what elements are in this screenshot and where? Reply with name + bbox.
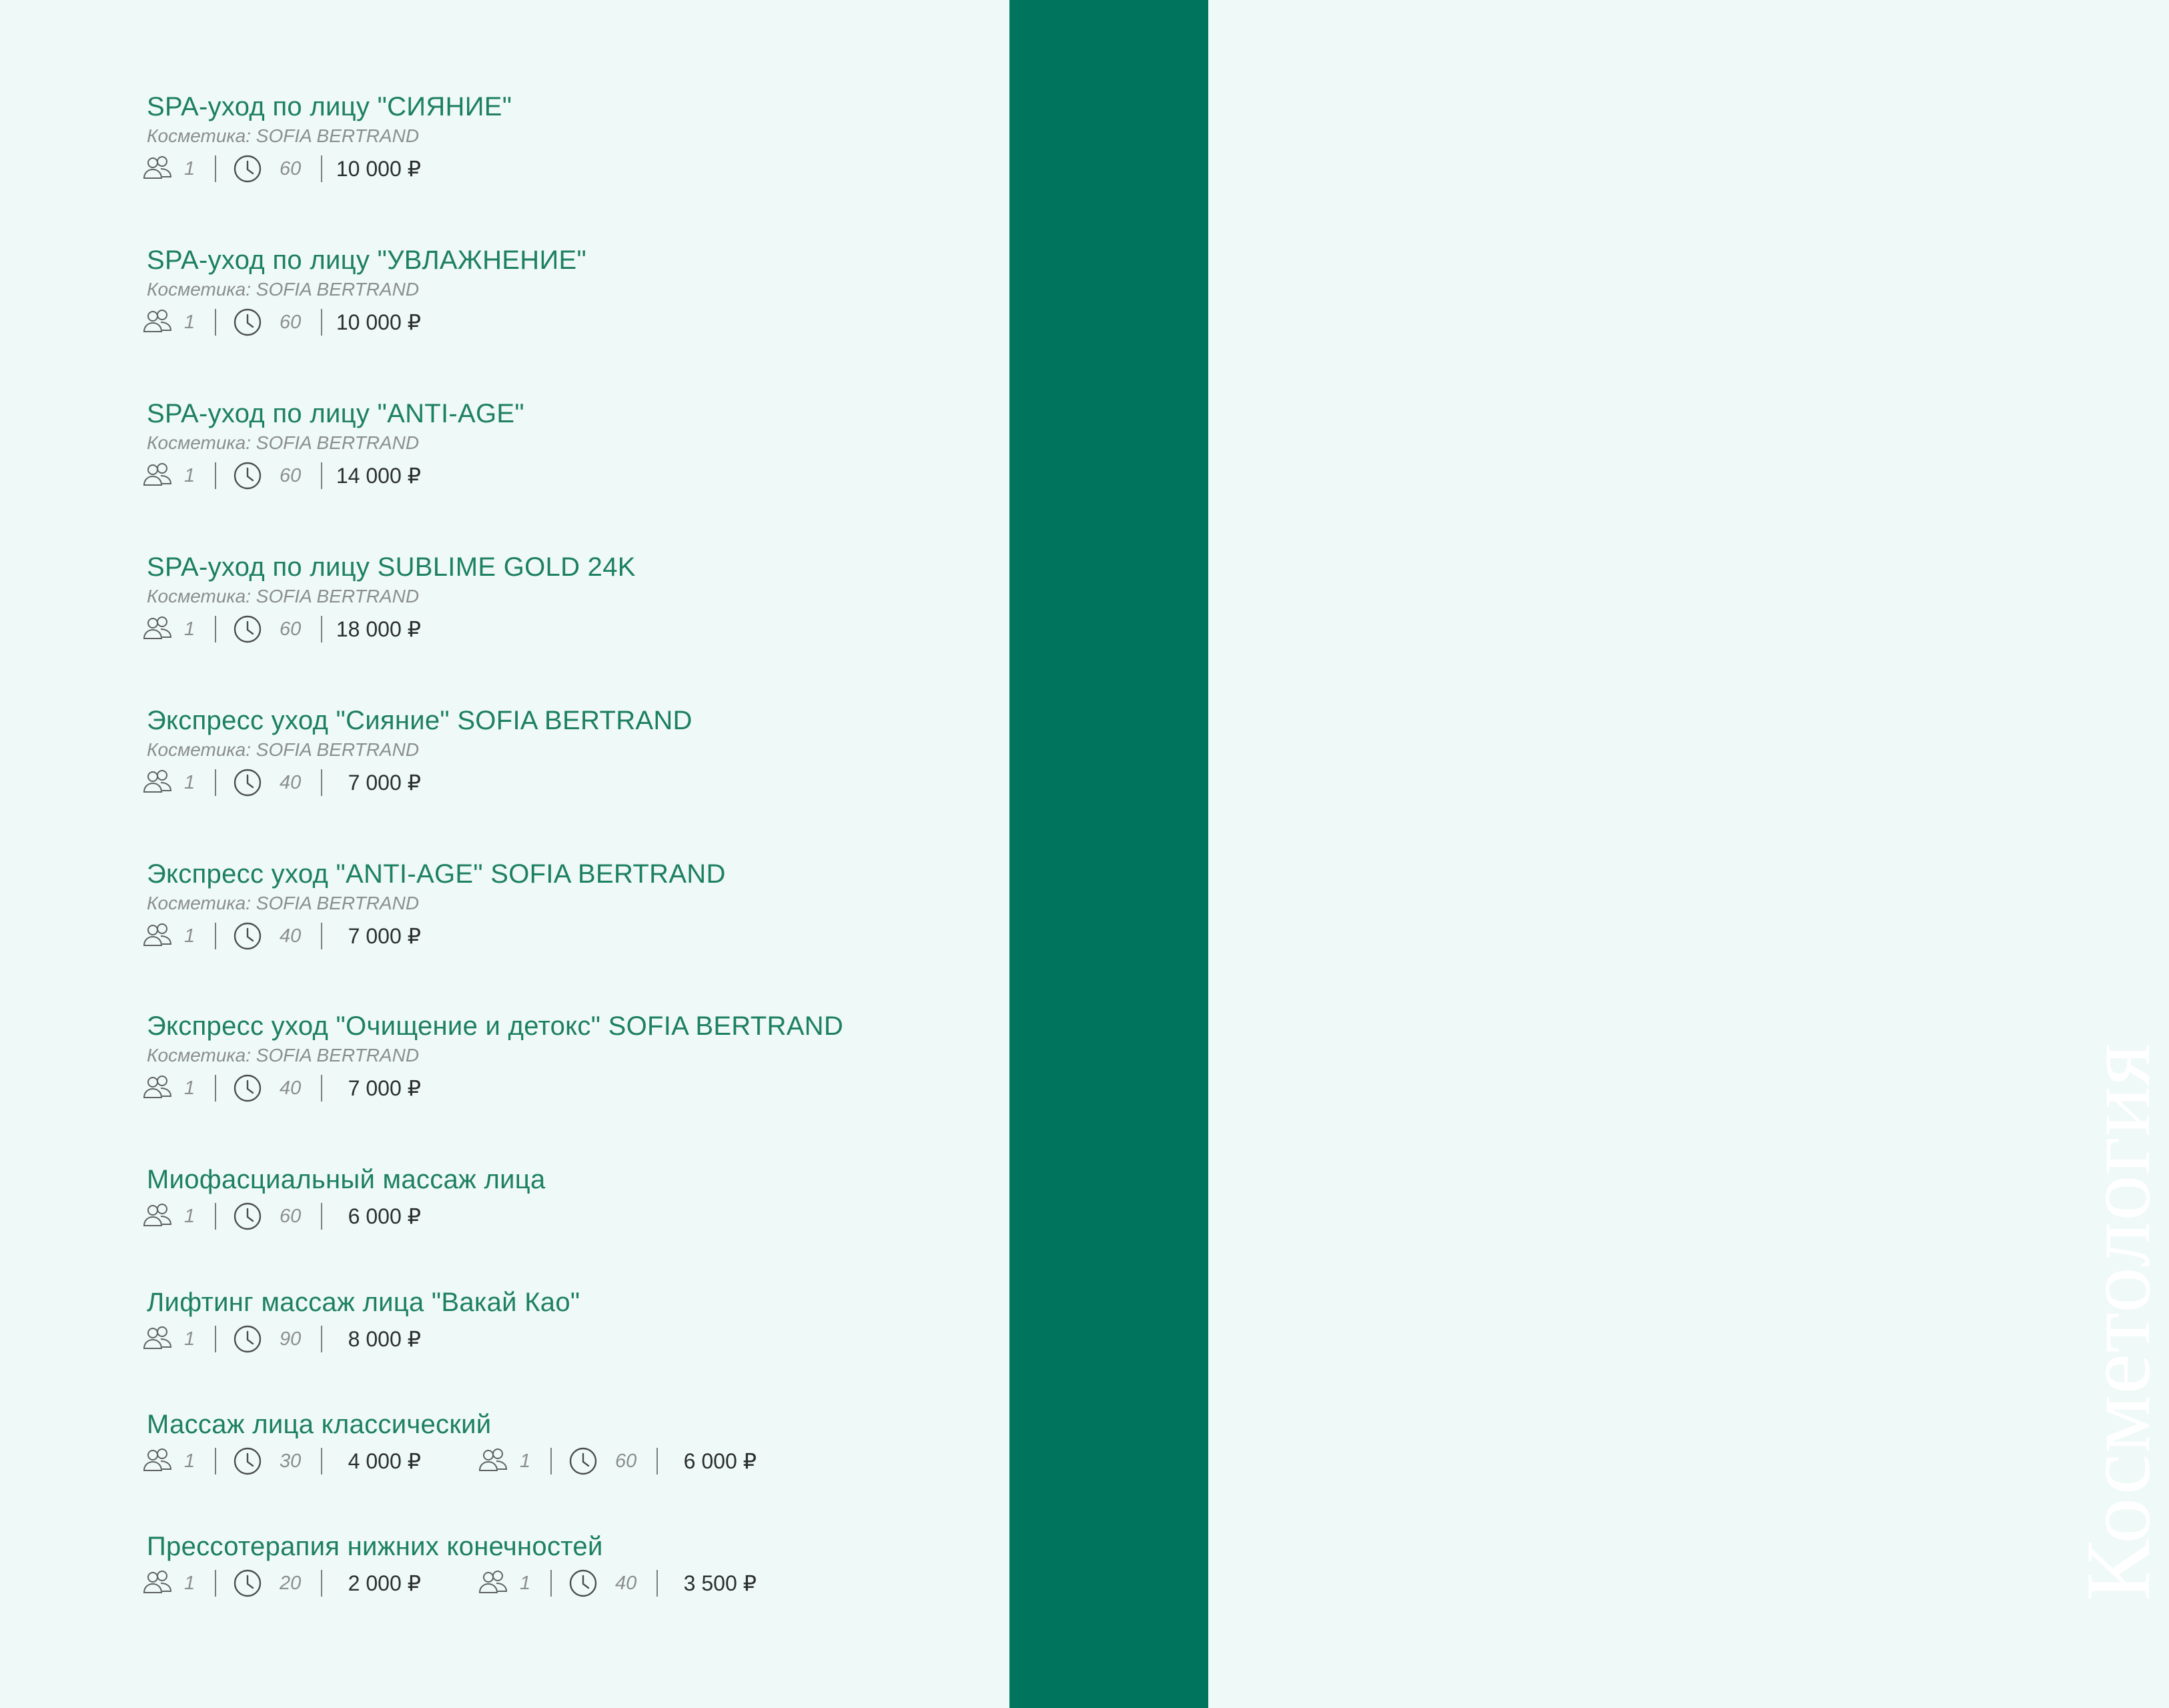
divider [321,1448,322,1474]
clock-icon [232,613,264,645]
section-sidebar [1009,0,2169,1708]
duration-minutes: 90 [280,1328,302,1350]
divider [215,616,216,643]
service-title: SPA-уход по лицу SUBLIME GOLD 24K [147,552,636,582]
duration-minutes: 40 [280,925,302,947]
divider [215,1448,216,1474]
menu-item [147,1408,1001,1478]
section-title: Косметология [2067,1043,2169,1601]
service-details [141,1071,1001,1106]
clock-icon [232,153,264,185]
divider [321,923,322,949]
cosmetics-brand: Косметика: SOFIA BERTRAND [147,279,420,300]
divider [215,462,216,489]
price-option [477,1444,757,1478]
service-menu [0,0,1009,1708]
people-icon [141,920,173,952]
divider [550,1448,552,1474]
price: 4 000 ₽ [348,1449,421,1473]
divider [321,1203,322,1230]
service-title: SPA-уход по лицу "УВЛАЖНЕНИЕ" [147,246,586,275]
clock-icon [232,460,264,492]
divider [321,309,322,336]
price: 8 000 ₽ [348,1327,421,1351]
menu-item [147,857,1001,953]
menu-item [147,704,1001,800]
cosmetics-brand: Косметика: SOFIA BERTRAND [147,893,420,913]
menu-item [147,550,1001,647]
service-title: Экспресс уход "Сияние" SOFIA BERTRAND [147,706,693,735]
cosmetics-brand: Косметика: SOFIA BERTRAND [147,739,420,760]
clock-icon [232,1200,264,1232]
price-option [141,612,421,647]
people-icon [141,1567,173,1599]
service-details [141,612,1001,647]
price: 10 000 ₽ [336,157,421,181]
divider [215,1570,216,1597]
duration-minutes: 60 [280,1205,302,1227]
price: 14 000 ₽ [336,464,421,488]
divider [321,769,322,796]
persons-count: 1 [184,1077,195,1099]
persons-count: 1 [184,925,195,947]
persons-count: 1 [184,1205,195,1227]
divider [215,1326,216,1352]
people-icon [141,1445,173,1477]
cosmetics-brand: Косметика: SOFIA BERTRAND [147,586,420,606]
people-icon [477,1567,509,1599]
clock-icon [232,1445,264,1477]
price-option [141,1199,421,1234]
price: 7 000 ₽ [348,1076,421,1100]
duration-minutes: 60 [280,618,302,640]
divider [321,462,322,489]
price: 6 000 ₽ [348,1204,421,1228]
service-title: Лифтинг массаж лица "Вакай Као" [147,1288,580,1317]
duration-minutes: 60 [280,311,302,333]
duration-minutes: 40 [615,1572,637,1594]
service-title: Прессотерапия нижних конечностей [147,1532,603,1561]
persons-count: 1 [520,1572,531,1594]
persons-count: 1 [184,1572,195,1594]
divider [321,616,322,643]
duration-minutes: 60 [280,157,302,179]
menu-item [147,244,1001,340]
divider [215,1075,216,1102]
duration-minutes: 60 [280,464,302,486]
duration-minutes: 40 [280,771,302,793]
divider [215,309,216,336]
service-title: Экспресс уход "Очищение и детокс" SOFIA BERTRAND [147,1011,844,1041]
service-details [141,1199,1001,1234]
price-option [141,458,421,493]
duration-minutes: 40 [280,1077,302,1099]
duration-minutes: 30 [280,1450,302,1472]
price-option [141,919,421,953]
service-details [141,305,1001,340]
clock-icon [232,306,264,338]
divider [215,923,216,949]
price: 3 500 ₽ [683,1571,757,1595]
price-option [141,1444,421,1478]
divider [550,1570,552,1597]
divider [215,769,216,796]
cosmetics-brand: Косметика: SOFIA BERTRAND [147,125,420,146]
service-details [141,458,1001,493]
divider [321,1570,322,1597]
price-option [477,1566,757,1601]
price: 18 000 ₽ [336,617,421,641]
service-details [141,151,1001,186]
service-details [141,1566,1001,1601]
persons-count: 1 [184,771,195,793]
people-icon [141,613,173,645]
price: 10 000 ₽ [336,310,421,334]
clock-icon [232,1072,264,1104]
clock-icon [232,1567,264,1599]
divider [657,1448,658,1474]
service-details [141,1322,1001,1356]
price-option [141,151,421,186]
menu-item [147,1286,1001,1356]
persons-count: 1 [184,311,195,333]
duration-minutes: 20 [280,1572,302,1594]
people-icon [141,306,173,338]
menu-item [147,1009,1001,1106]
service-title: SPA-уход по лицу "СИЯНИЕ" [147,92,512,121]
divider [321,1326,322,1352]
price-option [141,1071,421,1106]
persons-count: 1 [184,1450,195,1472]
menu-item [147,397,1001,493]
service-title: SPA-уход по лицу "ANTI-AGE" [147,399,524,428]
clock-icon [232,1323,264,1355]
clock-icon [232,767,264,799]
duration-minutes: 60 [615,1450,637,1472]
people-icon [141,1072,173,1104]
service-title: Миофасциальный массаж лица [147,1165,546,1194]
service-title: Массаж лица классический [147,1410,492,1439]
menu-item [147,90,1001,186]
people-icon [141,1200,173,1232]
persons-count: 1 [184,157,195,179]
divider [215,155,216,182]
divider [321,1075,322,1102]
menu-item [147,1530,1001,1601]
people-icon [477,1445,509,1477]
cosmetics-brand: Косметика: SOFIA BERTRAND [147,432,420,453]
price-option [141,1322,421,1356]
price: 2 000 ₽ [348,1571,421,1595]
persons-count: 1 [184,1328,195,1350]
divider [321,155,322,182]
service-details [141,765,1001,800]
divider [215,1203,216,1230]
people-icon [141,1323,173,1355]
clock-icon [232,920,264,952]
price: 7 000 ₽ [348,924,421,948]
people-icon [141,767,173,799]
service-details [141,1444,1001,1478]
menu-item [147,1163,1001,1234]
cosmetics-brand: Косметика: SOFIA BERTRAND [147,1045,420,1065]
persons-count: 1 [184,464,195,486]
price: 6 000 ₽ [683,1449,757,1473]
service-title: Экспресс уход "ANTI-AGE" SOFIA BERTRAND [147,859,726,889]
price: 7 000 ₽ [348,771,421,795]
clock-icon [567,1567,599,1599]
service-details [141,919,1001,953]
persons-count: 1 [184,618,195,640]
price-option [141,305,421,340]
persons-count: 1 [520,1450,531,1472]
price-option [141,765,421,800]
clock-icon [567,1445,599,1477]
price-option [141,1566,421,1601]
people-icon [141,153,173,185]
people-icon [141,460,173,492]
divider [657,1570,658,1597]
